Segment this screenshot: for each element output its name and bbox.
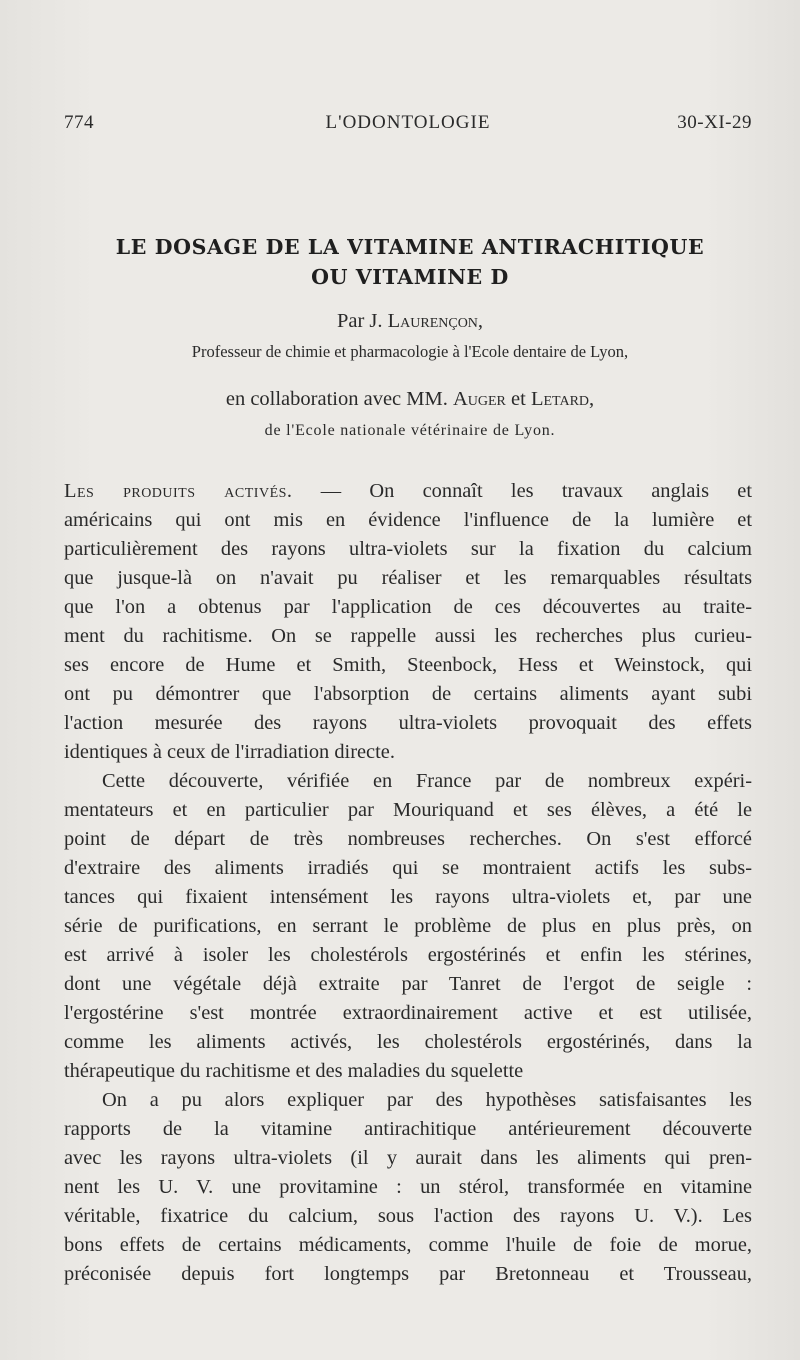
collaboration-line <box>60 388 760 411</box>
body-line: thérapeutique du rachitisme et des maladies du squelette <box>64 1060 524 1082</box>
body-line: mentateurs et en particulier par Mouriquand et ses élèves, a été le <box>64 799 752 821</box>
body-line: Cette découverte, vérifiée en France par de nombreux expéri- <box>102 770 752 792</box>
page-number: 774 <box>64 112 94 133</box>
body-line: véritable, fixatrice du calcium, sous l'action des rayons U. V.). Les <box>64 1205 752 1227</box>
body-line: comme les aliments activés, les cholestérols ergostérinés, dans la <box>64 1031 752 1053</box>
body-line: que jusque-là on n'avait pu réaliser et les remarquables résultats <box>64 567 752 589</box>
body-line: ont pu démontrer que l'absorption de certains aliments ayant subi <box>64 683 752 705</box>
body-line: ses encore de Hume et Smith, Steenbock, Hess et Weinstock, qui <box>64 654 752 676</box>
body-line: préconisée depuis fort longtemps par Bretonneau et Trousseau, <box>64 1263 752 1285</box>
body-line: point de départ de très nombreuses recherches. On s'est efforcé <box>64 828 752 850</box>
author-affiliation: Professeur de chimie et pharmacologie à l'Ecole dentaire de Lyon, <box>191 342 629 361</box>
title-line-2: OU VITAMINE D <box>311 265 509 289</box>
body-line: Les produits activés. — On connaît les travaux anglais et <box>64 480 752 502</box>
by-prefix: Par <box>336 310 365 332</box>
body-line: avec les rayons ultra-violets (il y aurait dans les aliments qui pren- <box>64 1147 752 1169</box>
collab-prefix: en collaboration avec MM. <box>225 388 448 410</box>
author-name: J. Laurençon, <box>369 310 484 332</box>
body-line: identiques à ceux de l'irradiation directe. <box>64 741 395 763</box>
body-line: l'action mesurée des rayons ultra-violets provoquait des effets <box>64 712 752 734</box>
body-line: tances qui fixaient intensément les rayons ultra-violets et, par une <box>64 886 752 908</box>
body-line: dont une végétale déjà extraite par Tanret de l'ergot de seigle : <box>64 973 752 995</box>
article-title <box>60 232 760 292</box>
body-line: bons effets de certains médicaments, comme l'huile de foie de morue, <box>64 1234 752 1256</box>
title-line-1: LE DOSAGE DE LA VITAMINE ANTIRACHITIQUE <box>115 235 705 259</box>
body-line: américains qui ont mis en évidence l'influence de la lumière et <box>64 509 752 531</box>
body-line: d'extraire des aliments irradiés qui se montraient actifs les subs- <box>64 857 752 879</box>
collaborators-affiliation: de l'Ecole nationale vétérinaire de Lyon. <box>264 422 556 439</box>
issue-date: 30-XI-29 <box>677 112 752 133</box>
collab-and: et <box>511 388 526 410</box>
collaborator-2: Letard, <box>530 388 595 410</box>
collaborator-1: Auger <box>452 388 506 410</box>
body-line: que l'on a obtenus par l'application de ces découvertes au traite- <box>64 596 752 618</box>
body-line: l'ergostérine s'est montrée extraordinairement active et est utilisée, <box>64 1002 752 1024</box>
article-body <box>64 477 752 1289</box>
running-header <box>64 112 752 142</box>
body-line: est arrivé à isoler les cholestérols ergostérinés et enfin les stérines, <box>64 944 752 966</box>
body-line: particulièrement des rayons ultra-violets sur la fixation du calcium <box>64 538 752 560</box>
body-line: ment du rachitisme. On se rappelle aussi les recherches plus curieu- <box>64 625 752 647</box>
byline <box>60 310 760 333</box>
journal-title: L'ODONTOLOGIE <box>325 112 491 133</box>
body-line: On a pu alors expliquer par des hypothèses satisfaisantes les <box>102 1089 752 1111</box>
body-line: nent les U. V. une provitamine : un stérol, transformée en vitamine <box>64 1176 752 1198</box>
body-line: série de purifications, en serrant le problème de plus en plus près, on <box>64 915 752 937</box>
section-lead: Les produits activés. <box>64 480 293 502</box>
body-line: rapports de la vitamine antirachitique antérieurement découverte <box>64 1118 752 1140</box>
